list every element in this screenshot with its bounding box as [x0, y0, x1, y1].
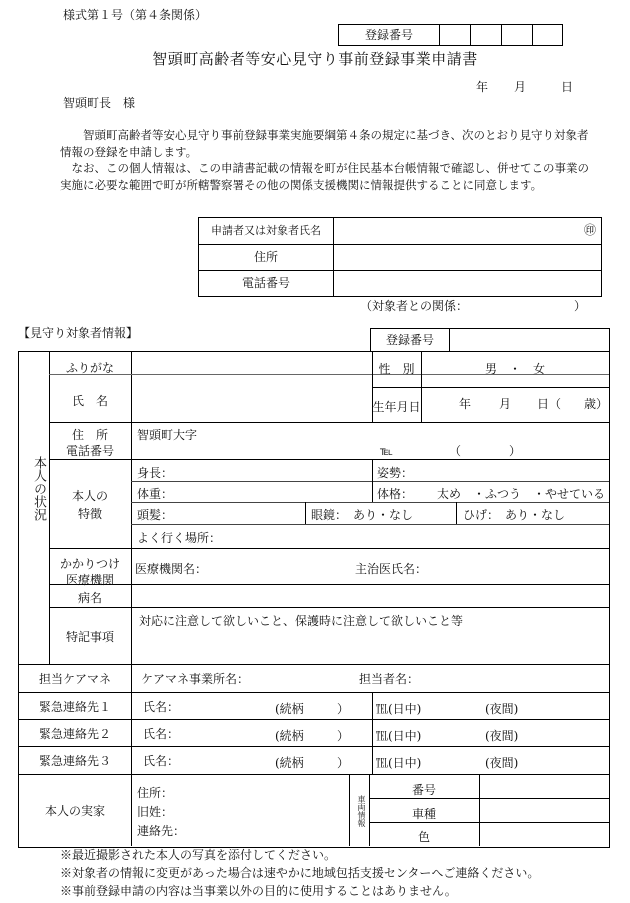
applicant-phone-label: 電話番号: [241, 276, 290, 290]
emergency-2-relation-close: ）: [337, 729, 350, 743]
note-1: ※最近撮影された本人の写真を添付してください。: [60, 848, 337, 862]
section-reg-box: [370, 328, 610, 352]
furigana-label: ふりがな: [65, 361, 114, 375]
places-field[interactable]: よく行く場所：: [137, 531, 222, 545]
main-table: [18, 351, 610, 848]
name-label: 氏 名: [71, 394, 108, 408]
emergency-3-name[interactable]: 氏名：: [143, 754, 180, 768]
date-year: 年: [476, 80, 489, 94]
clinic-label-1: かかりつけ: [59, 557, 120, 571]
emergency-1-name[interactable]: 氏名：: [143, 700, 180, 714]
clinic-name-field[interactable]: 医療機関名：: [135, 562, 208, 576]
emergency-2-name[interactable]: 氏名：: [143, 727, 180, 741]
address-label: 住 所: [71, 428, 108, 442]
seal-mark: ㊞: [584, 223, 597, 237]
emergency-1-relation[interactable]: (続柄: [275, 702, 304, 716]
birth-day: 日（: [537, 397, 562, 411]
document-title: 智頭町高齢者等安心見守り事前登録事業申請書: [152, 50, 478, 68]
reg-number-box: [338, 24, 563, 46]
birth-year: 年: [459, 397, 472, 411]
emergency-2-day-phone[interactable]: ℡(日中): [376, 729, 422, 743]
beard-field[interactable]: ひげ： あり・なし: [463, 508, 566, 522]
disease-label: 病名: [77, 591, 102, 605]
applicant-name-label: 申請者又は対象者氏名: [211, 224, 321, 237]
birth-age: 歳）: [584, 397, 609, 411]
emergency-3-day-phone[interactable]: ℡(日中): [376, 756, 422, 770]
emergency-1-night-phone[interactable]: (夜間): [485, 702, 519, 716]
emergency-3-relation[interactable]: (続柄: [275, 756, 304, 770]
intro-paragraph-2: なお、この個人情報は、この申請書記載の情報を町が住民基本台帳情報で確認し、併せてこの事業の実施に必要な範囲で町が所轄警察署その他の関係支援機関に情報提供することに同意します。: [60, 161, 589, 192]
emergency-2-night-phone[interactable]: (夜間): [485, 729, 519, 743]
notes-field[interactable]: [132, 622, 608, 664]
weight-field[interactable]: 体重：: [137, 487, 174, 501]
doctor-name-field[interactable]: 主治医氏名：: [355, 562, 428, 576]
vehicle-color-field[interactable]: [480, 823, 608, 846]
applicant-name-field[interactable]: [334, 219, 584, 244]
build-options[interactable]: 太め ・ふつう ・やせている: [437, 487, 606, 501]
applicant-address-field[interactable]: [334, 245, 600, 270]
relation-close: ）: [574, 299, 587, 313]
emergency-2-relation[interactable]: (続柄: [275, 729, 304, 743]
care-person-field[interactable]: 担当者名：: [359, 672, 420, 686]
note-3: ※事前登録申請の内容は当事業以外の目的に使用することはありません。: [60, 884, 457, 898]
notes-label: 特記事項: [65, 630, 114, 644]
family-contact-field[interactable]: 連絡先：: [137, 824, 186, 838]
vehicle-label: 車両情報: [357, 795, 366, 827]
date-day: 日: [561, 80, 574, 94]
care-manager-label: 担当ケアマネ: [38, 672, 111, 686]
side-label: 本人の状況: [31, 455, 46, 521]
applicant-address-label: 住所: [253, 250, 278, 264]
build-label: 体格：: [377, 487, 414, 501]
section-reg-label: 登録番号: [385, 333, 434, 347]
address-value[interactable]: 智頭町大字: [137, 428, 198, 442]
vehicle-number-label: 番号: [411, 783, 436, 797]
section-title: 【見守り対象者情報】: [18, 326, 139, 340]
vehicle-color-label: 色: [417, 830, 430, 844]
intro-paragraph-1: 智頭町高齢者等安心見守り事前登録事業実施要綱第４条の規定に基づき、次のとおり見守り対象者情報の登録を申請します。: [60, 128, 589, 159]
furigana-field[interactable]: [132, 353, 371, 374]
emergency-2-label: 緊急連絡先２: [38, 727, 111, 741]
emergency-3-night-phone[interactable]: (夜間): [485, 756, 519, 770]
hair-field[interactable]: 頭髪：: [137, 508, 174, 522]
applicant-phone-field[interactable]: [334, 271, 600, 295]
relation-label: （対象者との関係：: [360, 299, 469, 313]
height-field[interactable]: 身長：: [137, 466, 174, 480]
care-office-field[interactable]: ケアマネ事業所名：: [141, 672, 250, 686]
clinic-label-2: 医療機関: [65, 573, 114, 587]
notes-hint: 対応に注意して欲しいこと、保護時に注意して欲しいこと等: [139, 614, 464, 628]
emergency-1-relation-close: ）: [337, 702, 350, 716]
feature-label-1: 本人の: [71, 489, 108, 503]
applicant-table: [198, 217, 602, 297]
disease-field[interactable]: [132, 585, 608, 607]
tel-prefix: ℡: [380, 444, 393, 458]
addressee: 智頭町長 様: [63, 96, 136, 110]
vehicle-number-field[interactable]: [480, 775, 608, 798]
family-address-field[interactable]: 住所：: [137, 786, 174, 800]
vehicle-type-label: 車種: [411, 807, 436, 821]
tel-area-code[interactable]: （ ）: [449, 444, 522, 458]
birth-month: 月: [499, 397, 512, 411]
family-oldname-field[interactable]: 旧姓：: [137, 805, 174, 819]
reg-number-label: 登録番号: [364, 28, 413, 42]
sex-options[interactable]: 男 ・ 女: [484, 362, 545, 376]
vehicle-type-field[interactable]: [480, 799, 608, 822]
emergency-1-label: 緊急連絡先１: [38, 700, 111, 714]
note-2: ※対象者の情報に変更があった場合は速やかに地域包括支援センターへご連絡ください。: [60, 866, 540, 880]
family-home-label: 本人の実家: [44, 804, 105, 818]
sex-label: 性 別: [378, 362, 415, 376]
feature-label-2: 特徴: [77, 507, 102, 521]
posture-field[interactable]: 姿勢：: [377, 466, 414, 480]
name-field[interactable]: [132, 375, 371, 422]
birth-label: 生年月日: [372, 400, 421, 414]
form-number: 様式第１号（第４条関係）: [63, 8, 208, 22]
date-month: 月: [514, 80, 527, 94]
emergency-3-relation-close: ）: [337, 756, 350, 770]
emergency-3-label: 緊急連絡先３: [38, 754, 111, 768]
emergency-1-day-phone[interactable]: ℡(日中): [376, 702, 422, 716]
glasses-field[interactable]: 眼鏡： あり・なし: [311, 508, 414, 522]
phone-label: 電話番号: [65, 444, 114, 458]
